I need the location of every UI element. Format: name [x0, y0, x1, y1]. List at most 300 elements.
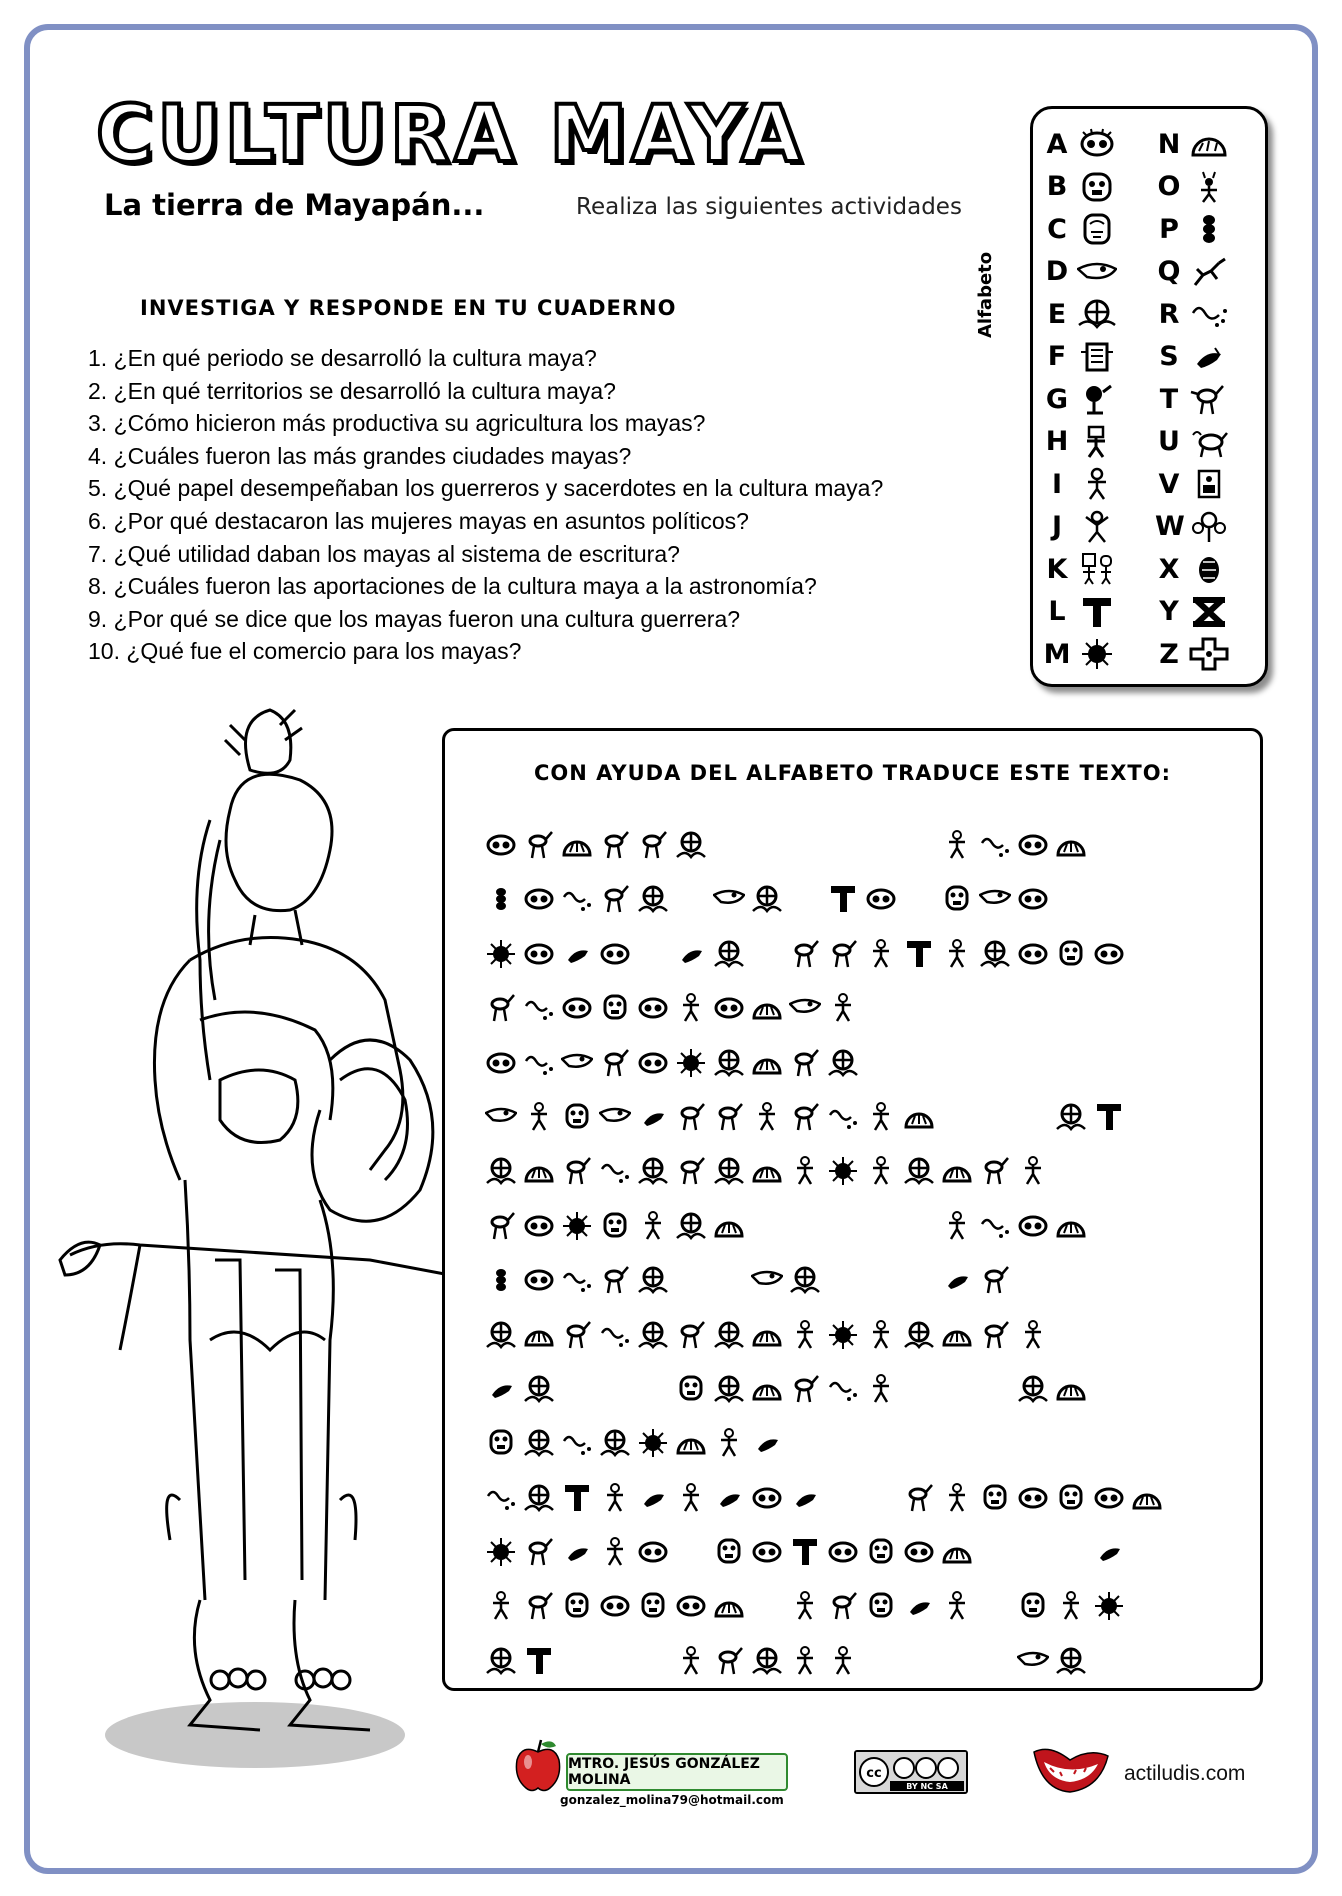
alphabet-letter: U: [1158, 426, 1180, 458]
maya-glyph-icon: [789, 1645, 821, 1677]
maya-glyph-icon: [485, 1155, 517, 1187]
maya-glyph-icon: [751, 1645, 783, 1677]
actiludis-logo-icon: [1030, 1740, 1110, 1796]
maya-glyph-icon: [1189, 382, 1229, 416]
maya-glyph-icon: [599, 1427, 631, 1459]
maya-glyph-icon: [1189, 255, 1229, 289]
maya-glyph-icon: [599, 1590, 631, 1622]
maya-glyph-icon: [865, 883, 897, 915]
maya-glyph-icon: [979, 1210, 1011, 1242]
maya-glyph-icon: [523, 1645, 555, 1677]
alphabet-row: [1155, 633, 1229, 676]
maya-glyph-icon: [1189, 340, 1229, 374]
maya-glyph-icon: [1189, 297, 1229, 331]
alphabet-letter: I: [1051, 468, 1063, 500]
maya-glyph-icon: [751, 1427, 783, 1459]
maya-glyph-icon: [1055, 1590, 1087, 1622]
maya-glyph-icon: [865, 1155, 897, 1187]
maya-glyph-icon: [675, 1645, 707, 1677]
maya-glyph-icon: [523, 1319, 555, 1351]
maya-glyph-icon: [485, 829, 517, 861]
coded-line: [485, 1363, 1225, 1417]
alphabet-right-column: [1155, 123, 1229, 676]
alphabet-row: [1155, 506, 1229, 549]
maya-glyph-icon: [789, 992, 821, 1024]
maya-glyph-icon: [713, 992, 745, 1024]
alphabet-row: [1043, 378, 1117, 421]
maya-glyph-icon: [713, 938, 745, 970]
maya-glyph-icon: [903, 1101, 935, 1133]
maya-glyph-icon: [485, 1264, 517, 1296]
maya-glyph-icon: [561, 1210, 593, 1242]
maya-glyph-icon: [827, 992, 859, 1024]
maya-glyph-icon: [561, 1482, 593, 1514]
maya-glyph-icon: [1077, 552, 1117, 586]
maya-glyph-icon: [941, 1264, 973, 1296]
maya-glyph-icon: [1189, 127, 1229, 161]
alphabet-letter: D: [1045, 256, 1069, 288]
maya-glyph-icon: [637, 1536, 669, 1568]
maya-glyph-icon: [713, 1319, 745, 1351]
maya-glyph-icon: [827, 1319, 859, 1351]
coded-line: [485, 928, 1225, 982]
question-item: 7. ¿Qué utilidad daban los mayas al sistema de escritura?: [88, 540, 680, 567]
alphabet-row: [1155, 463, 1229, 506]
maya-glyph-icon: [713, 1155, 745, 1187]
maya-glyph-icon: [789, 1373, 821, 1405]
maya-glyph-icon: [485, 992, 517, 1024]
site-name: actiludis.com: [1124, 1762, 1246, 1785]
maya-glyph-icon: [675, 1482, 707, 1514]
maya-glyph-icon: [1189, 170, 1229, 204]
maya-glyph-icon: [485, 1373, 517, 1405]
maya-glyph-icon: [599, 1155, 631, 1187]
alphabet-row: [1043, 421, 1117, 464]
alphabet-letter: J: [1051, 511, 1063, 543]
alphabet-letter: O: [1157, 171, 1181, 203]
maya-glyph-icon: [1017, 1373, 1049, 1405]
maya-glyph-icon: [1077, 127, 1117, 161]
maya-glyph-icon: [827, 1590, 859, 1622]
maya-glyph-icon: [637, 1155, 669, 1187]
maya-glyph-icon: [561, 1319, 593, 1351]
maya-glyph-icon: [1189, 510, 1229, 544]
maya-glyph-icon: [1077, 255, 1117, 289]
maya-glyph-icon: [713, 1536, 745, 1568]
alphabet-row: [1155, 378, 1229, 421]
maya-glyph-icon: [903, 1155, 935, 1187]
maya-glyph-icon: [561, 1536, 593, 1568]
alphabet-row: [1043, 463, 1117, 506]
maya-glyph-icon: [713, 1427, 745, 1459]
maya-glyph-icon: [637, 1482, 669, 1514]
maya-glyph-icon: [1077, 425, 1117, 459]
maya-glyph-icon: [637, 1264, 669, 1296]
maya-glyph-icon: [637, 1427, 669, 1459]
question-item: 8. ¿Cuáles fueron las aportaciones de la cultura maya a la astronomía?: [88, 573, 817, 600]
alphabet-letter: T: [1159, 383, 1179, 415]
maya-glyph-icon: [903, 1536, 935, 1568]
maya-glyph-icon: [751, 992, 783, 1024]
maya-glyph-icon: [979, 938, 1011, 970]
alphabet-letter: Q: [1157, 256, 1181, 288]
maya-glyph-icon: [599, 1210, 631, 1242]
questions-heading: INVESTIGA Y RESPONDE EN TU CUADERNO: [140, 296, 677, 320]
maya-glyph-icon: [979, 1319, 1011, 1351]
coded-line: [485, 1417, 1225, 1471]
maya-glyph-icon: [713, 1482, 745, 1514]
maya-glyph-icon: [637, 1101, 669, 1133]
coded-line: [485, 1526, 1225, 1580]
maya-glyph-icon: [789, 1101, 821, 1133]
maya-glyph-icon: [751, 1536, 783, 1568]
maya-glyph-icon: [523, 1482, 555, 1514]
maya-glyph-icon: [1077, 382, 1117, 416]
maya-glyph-icon: [561, 883, 593, 915]
alphabet-row: [1155, 336, 1229, 379]
maya-glyph-icon: [1189, 212, 1229, 246]
alphabet-letter: H: [1045, 426, 1069, 458]
coded-line: [485, 1472, 1225, 1526]
svg-text:cc: cc: [866, 1766, 882, 1781]
maya-glyph-icon: [485, 883, 517, 915]
maya-glyph-icon: [1055, 1645, 1087, 1677]
maya-glyph-icon: [561, 1101, 593, 1133]
maya-glyph-icon: [485, 1210, 517, 1242]
question-item: 5. ¿Qué papel desempeñaban los guerreros y sacerdotes en la cultura maya?: [88, 475, 884, 502]
alphabet-letter: Y: [1159, 596, 1179, 628]
alphabet-row: [1155, 123, 1229, 166]
maya-glyph-icon: [1093, 1590, 1125, 1622]
maya-glyph-icon: [599, 1047, 631, 1079]
maya-glyph-icon: [523, 829, 555, 861]
maya-glyph-icon: [1017, 1155, 1049, 1187]
maya-glyph-icon: [523, 1047, 555, 1079]
maya-glyph-icon: [1055, 1482, 1087, 1514]
maya-glyph-icon: [485, 1536, 517, 1568]
maya-glyph-icon: [675, 1210, 707, 1242]
alphabet-row: [1043, 293, 1117, 336]
alphabet-letter: S: [1159, 341, 1179, 373]
alphabet-letter: K: [1046, 553, 1068, 585]
maya-glyph-icon: [827, 1536, 859, 1568]
alphabet-letter: E: [1047, 298, 1067, 330]
maya-glyph-icon: [561, 938, 593, 970]
maya-glyph-icon: [941, 1210, 973, 1242]
apple-icon: [512, 1738, 564, 1794]
maya-glyph-icon: [675, 1427, 707, 1459]
maya-glyph-icon: [561, 829, 593, 861]
question-item: 4. ¿Cuáles fueron las más grandes ciudades mayas?: [88, 442, 632, 469]
maya-glyph-icon: [561, 1264, 593, 1296]
questions-list: [88, 342, 883, 668]
maya-glyph-icon: [1077, 340, 1117, 374]
maya-glyph-icon: [523, 1210, 555, 1242]
maya-glyph-icon: [599, 1319, 631, 1351]
alphabet-letter: F: [1047, 341, 1067, 373]
maya-glyph-icon: [599, 1101, 631, 1133]
maya-glyph-icon: [1017, 883, 1049, 915]
maya-glyph-icon: [675, 1101, 707, 1133]
maya-glyph-icon: [1131, 1482, 1163, 1514]
maya-glyph-icon: [485, 1590, 517, 1622]
maya-glyph-icon: [979, 1482, 1011, 1514]
page-title: CULTURA MAYA: [96, 90, 806, 180]
maya-glyph-icon: [637, 829, 669, 861]
maya-glyph-icon: [789, 1319, 821, 1351]
maya-glyph-icon: [827, 1047, 859, 1079]
maya-glyph-icon: [1017, 829, 1049, 861]
coded-text: [485, 819, 1225, 1689]
alphabet-row: [1155, 548, 1229, 591]
maya-glyph-icon: [637, 1047, 669, 1079]
maya-glyph-icon: [1077, 297, 1117, 331]
maya-glyph-icon: [751, 1482, 783, 1514]
alphabet-letter: C: [1047, 213, 1067, 245]
alphabet-letter: Z: [1159, 638, 1179, 670]
maya-glyph-icon: [865, 1373, 897, 1405]
question-item: 6. ¿Por qué destacaron las mujeres mayas en asuntos políticos?: [88, 507, 749, 534]
maya-glyph-icon: [485, 1645, 517, 1677]
maya-glyph-icon: [485, 1047, 517, 1079]
maya-glyph-icon: [637, 1590, 669, 1622]
author-email: gonzalez_molina79@hotmail.com: [560, 1793, 784, 1807]
maya-glyph-icon: [789, 1482, 821, 1514]
alphabet-letter: X: [1158, 553, 1180, 585]
question-item: 3. ¿Cómo hicieron más productiva su agricultura los mayas?: [88, 410, 706, 437]
creative-commons-icon: [854, 1750, 968, 1794]
maya-glyph-icon: [789, 1264, 821, 1296]
translation-box: [442, 728, 1263, 1691]
instructions-text: Realiza las siguientes actividades: [576, 194, 962, 220]
maya-glyph-icon: [1017, 938, 1049, 970]
maya-glyph-icon: [523, 1373, 555, 1405]
maya-glyph-icon: [599, 883, 631, 915]
maya-glyph-icon: [979, 883, 1011, 915]
maya-glyph-icon: [523, 883, 555, 915]
maya-glyph-icon: [1093, 1482, 1125, 1514]
maya-glyph-icon: [713, 1047, 745, 1079]
alphabet-row: [1043, 336, 1117, 379]
maya-glyph-icon: [941, 1590, 973, 1622]
maya-glyph-icon: [1055, 1373, 1087, 1405]
maya-glyph-icon: [523, 938, 555, 970]
alphabet-letter: B: [1046, 171, 1068, 203]
question-item: 9. ¿Por qué se dice que los mayas fueron una cultura guerrera?: [88, 605, 741, 632]
maya-glyph-icon: [637, 992, 669, 1024]
maya-glyph-icon: [637, 883, 669, 915]
maya-glyph-icon: [713, 1101, 745, 1133]
maya-glyph-icon: [1093, 1536, 1125, 1568]
maya-glyph-icon: [827, 883, 859, 915]
maya-glyph-icon: [979, 1264, 1011, 1296]
maya-glyph-icon: [903, 938, 935, 970]
maya-glyph-icon: [485, 938, 517, 970]
alphabet-row: [1043, 123, 1117, 166]
alphabet-letter: R: [1158, 298, 1180, 330]
maya-glyph-icon: [903, 1319, 935, 1351]
alphabet-row: [1155, 208, 1229, 251]
maya-warrior-illustration: [40, 700, 460, 1770]
maya-glyph-icon: [599, 938, 631, 970]
alphabet-letter: A: [1046, 128, 1068, 160]
maya-glyph-icon: [713, 1373, 745, 1405]
alphabet-letter: M: [1043, 638, 1071, 670]
maya-glyph-icon: [941, 829, 973, 861]
maya-glyph-icon: [713, 1210, 745, 1242]
maya-glyph-icon: [941, 1482, 973, 1514]
maya-glyph-icon: [1093, 1101, 1125, 1133]
maya-glyph-icon: [865, 1319, 897, 1351]
maya-glyph-icon: [1017, 1319, 1049, 1351]
maya-glyph-icon: [1017, 1482, 1049, 1514]
maya-glyph-icon: [675, 938, 707, 970]
maya-glyph-icon: [1017, 1590, 1049, 1622]
maya-glyph-icon: [1189, 467, 1229, 501]
maya-glyph-icon: [1189, 637, 1229, 671]
maya-glyph-icon: [675, 829, 707, 861]
alphabet-left-column: [1043, 123, 1117, 676]
maya-glyph-icon: [1017, 1210, 1049, 1242]
maya-glyph-icon: [561, 1155, 593, 1187]
maya-glyph-icon: [751, 1047, 783, 1079]
maya-glyph-icon: [561, 1590, 593, 1622]
maya-glyph-icon: [789, 1536, 821, 1568]
alphabet-letter: N: [1157, 128, 1181, 160]
maya-glyph-icon: [865, 1101, 897, 1133]
maya-glyph-icon: [637, 1319, 669, 1351]
alphabet-row: [1155, 293, 1229, 336]
alphabet-row: [1043, 166, 1117, 209]
maya-glyph-icon: [1055, 829, 1087, 861]
maya-glyph-icon: [1017, 1645, 1049, 1677]
maya-glyph-icon: [1077, 212, 1117, 246]
translation-heading: CON AYUDA DEL ALFABETO TRADUCE ESTE TEXTO:: [534, 761, 1171, 785]
maya-glyph-icon: [599, 1482, 631, 1514]
maya-glyph-icon: [561, 992, 593, 1024]
alphabet-row: [1155, 591, 1229, 634]
maya-glyph-icon: [941, 1155, 973, 1187]
coded-line: [485, 873, 1225, 927]
maya-glyph-icon: [599, 992, 631, 1024]
maya-glyph-icon: [751, 1155, 783, 1187]
maya-glyph-icon: [1093, 938, 1125, 970]
alphabet-row: [1043, 548, 1117, 591]
coded-line: [485, 1309, 1225, 1363]
maya-glyph-icon: [713, 1590, 745, 1622]
license-text: BY NC SA: [906, 1782, 948, 1791]
maya-glyph-icon: [827, 1101, 859, 1133]
maya-glyph-icon: [675, 1590, 707, 1622]
maya-glyph-icon: [941, 1536, 973, 1568]
maya-glyph-icon: [1077, 170, 1117, 204]
maya-glyph-icon: [523, 992, 555, 1024]
maya-glyph-icon: [979, 829, 1011, 861]
maya-glyph-icon: [523, 1536, 555, 1568]
coded-line: [485, 819, 1225, 873]
alphabet-row: [1043, 633, 1117, 676]
question-item: 10. ¿Qué fue el comercio para los mayas?: [88, 638, 522, 665]
maya-glyph-icon: [675, 1047, 707, 1079]
alphabet-row: [1155, 166, 1229, 209]
coded-line: [485, 1091, 1225, 1145]
maya-glyph-icon: [1055, 938, 1087, 970]
alphabet-letter: L: [1048, 596, 1066, 628]
maya-glyph-icon: [1189, 595, 1229, 629]
maya-glyph-icon: [485, 1482, 517, 1514]
maya-glyph-icon: [751, 1264, 783, 1296]
maya-glyph-icon: [1077, 637, 1117, 671]
maya-glyph-icon: [561, 1427, 593, 1459]
question-item: 2. ¿En qué territorios se desarrolló la cultura maya?: [88, 377, 616, 404]
maya-glyph-icon: [485, 1427, 517, 1459]
maya-glyph-icon: [675, 1319, 707, 1351]
maya-glyph-icon: [523, 1155, 555, 1187]
alphabet-row: [1155, 421, 1229, 464]
maya-glyph-icon: [485, 1101, 517, 1133]
alphabet-letter: G: [1045, 383, 1069, 415]
author-badge: MTRO. JESÚS GONZÁLEZ MOLINA: [566, 1753, 788, 1791]
maya-glyph-icon: [789, 938, 821, 970]
maya-glyph-icon: [523, 1264, 555, 1296]
maya-glyph-icon: [865, 1590, 897, 1622]
coded-line: [485, 982, 1225, 1036]
alphabet-panel: [1030, 106, 1268, 687]
maya-glyph-icon: [751, 1373, 783, 1405]
maya-glyph-icon: [523, 1101, 555, 1133]
maya-glyph-icon: [903, 1590, 935, 1622]
maya-glyph-icon: [561, 1047, 593, 1079]
alphabet-row: [1155, 251, 1229, 294]
maya-glyph-icon: [979, 1155, 1011, 1187]
maya-glyph-icon: [675, 1373, 707, 1405]
maya-glyph-icon: [789, 1155, 821, 1187]
coded-line: [485, 1635, 1225, 1689]
alphabet-letter: P: [1159, 213, 1179, 245]
maya-glyph-icon: [865, 1536, 897, 1568]
maya-glyph-icon: [637, 1210, 669, 1242]
coded-line: [485, 1254, 1225, 1308]
maya-glyph-icon: [599, 829, 631, 861]
maya-glyph-icon: [827, 1373, 859, 1405]
maya-glyph-icon: [599, 1264, 631, 1296]
maya-glyph-icon: [1077, 467, 1117, 501]
maya-glyph-icon: [1189, 552, 1229, 586]
alphabet-label: Alfabeto: [975, 251, 996, 338]
alphabet-letter: V: [1158, 468, 1180, 500]
maya-glyph-icon: [903, 1482, 935, 1514]
alphabet-row: [1043, 251, 1117, 294]
maya-glyph-icon: [827, 938, 859, 970]
maya-glyph-icon: [941, 938, 973, 970]
maya-glyph-icon: [523, 1427, 555, 1459]
maya-glyph-icon: [941, 883, 973, 915]
maya-glyph-icon: [827, 1645, 859, 1677]
alphabet-row: [1043, 506, 1117, 549]
coded-line: [485, 1200, 1225, 1254]
maya-glyph-icon: [675, 1155, 707, 1187]
maya-glyph-icon: [523, 1590, 555, 1622]
maya-glyph-icon: [675, 992, 707, 1024]
maya-glyph-icon: [1077, 595, 1117, 629]
maya-glyph-icon: [751, 883, 783, 915]
maya-glyph-icon: [827, 1155, 859, 1187]
alphabet-row: [1043, 591, 1117, 634]
maya-glyph-icon: [713, 1645, 745, 1677]
maya-glyph-icon: [751, 1319, 783, 1351]
alphabet-letter: W: [1155, 511, 1185, 543]
page-subtitle: La tierra de Mayapán...: [104, 188, 485, 222]
